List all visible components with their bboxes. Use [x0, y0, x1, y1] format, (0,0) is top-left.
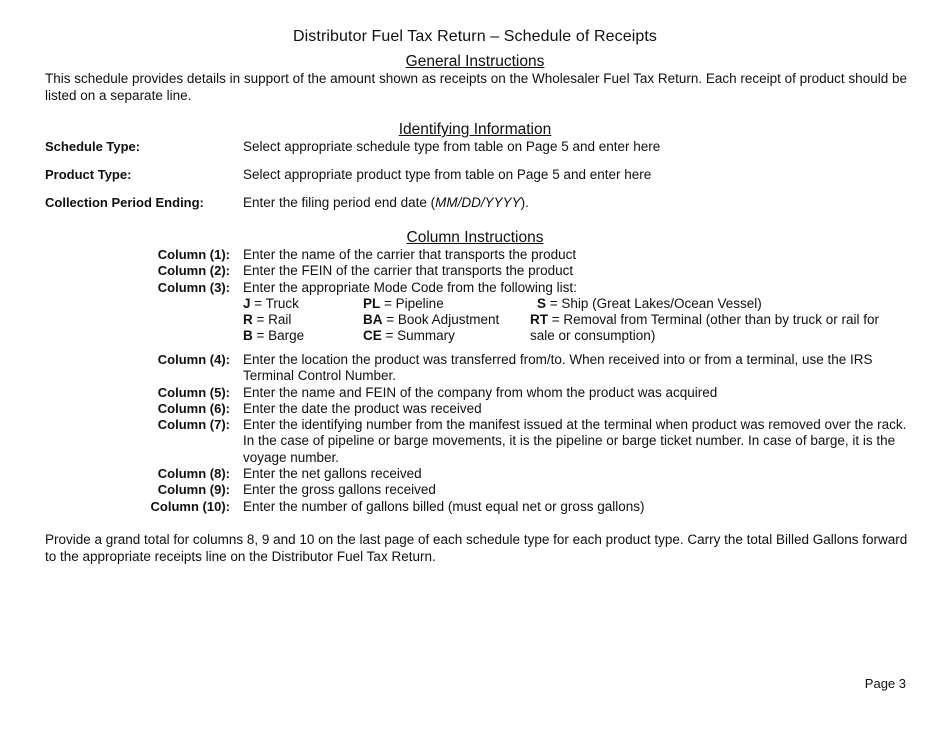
mode-code-ship: S = Ship (Great Lakes/Ocean Vessel) [537, 296, 762, 311]
column-8-text: Enter the net gallons received [243, 466, 422, 481]
column-7-label: Column (7): [157, 417, 230, 432]
column-2-text: Enter the FEIN of the carrier that transports the product [243, 263, 574, 278]
identifying-information-heading: Identifying Information [398, 121, 552, 138]
mode-code-book-adjustment: BA = Book Adjustment [363, 312, 500, 327]
column-4-label: Column (4): [157, 352, 230, 367]
mode-code-removal-from-terminal: RT = Removal from Terminal (other than by truck or rail for sale or consumption) [530, 312, 880, 344]
schedule-type-text: Select appropriate schedule type from table on Page 5 and enter here [243, 139, 661, 154]
column-5-label: Column (5): [157, 385, 230, 400]
column-3-label: Column (3): [157, 280, 230, 295]
date-format: MM/DD/YYYY [435, 195, 521, 210]
column-4-text: Enter the location the product was transferred from/to. When received into or from a terminal, use the IRS Terminal Control Number. [243, 352, 873, 384]
collection-period-label: Collection Period Ending: [45, 195, 204, 210]
schedule-type-label: Schedule Type: [45, 139, 141, 154]
column-5-text: Enter the name and FEIN of the company from whom the product was acquired [243, 385, 718, 400]
column-9-text: Enter the gross gallons received [243, 482, 436, 497]
mode-code-truck: J = Truck [243, 296, 299, 311]
column-6-text: Enter the date the product was received [243, 401, 482, 416]
column-10-text: Enter the number of gallons billed (must equal net or gross gallons) [243, 499, 645, 514]
column-6-label: Column (6): [157, 401, 230, 416]
product-type-text: Select appropriate product type from table on Page 5 and enter here [243, 167, 652, 182]
column-1-label: Column (1): [157, 247, 230, 262]
mode-code-rail: R = Rail [243, 312, 292, 327]
general-instructions-text: This schedule provides details in support of the amount shown as receipts on the Wholesaler Fuel Tax Return. Each receipt of product should be listed on a separate line. [45, 71, 907, 103]
column-9-label: Column (9): [157, 482, 230, 497]
column-3-text: Enter the appropriate Mode Code from the following list: [243, 280, 577, 295]
column-instructions-heading: Column Instructions [406, 229, 544, 246]
collection-period-text: Enter the filing period end date (MM/DD/YYYY). [243, 195, 529, 210]
mode-code-summary: CE = Summary [363, 328, 455, 343]
column-10-label: Column (10): [150, 499, 230, 514]
document-title: Distributor Fuel Tax Return – Schedule of Receipts [293, 28, 657, 45]
product-type-label: Product Type: [45, 167, 132, 182]
column-8-label: Column (8): [157, 466, 230, 481]
mode-code-pipeline: PL = Pipeline [363, 296, 444, 311]
column-2-label: Column (2): [157, 263, 230, 278]
general-instructions-heading: General Instructions [405, 53, 545, 70]
column-1-text: Enter the name of the carrier that transports the product [243, 247, 577, 262]
page-number: Page 3 [864, 676, 906, 691]
grand-total-note: Provide a grand total for columns 8, 9 and 10 on the last page of each schedule type for each product type. Carry the total Billed Gallons forward to the appropriate receipts line on the Distributor Fuel Tax Return. [45, 532, 908, 564]
column-7-text: Enter the identifying number from the manifest issued at the terminal when product was removed over the rack. In the case of pipeline or barge movements, it is the pipeline or barge ticket number. In case of barge, it is the voyage number. [243, 417, 907, 465]
mode-code-barge: B = Barge [243, 328, 305, 343]
